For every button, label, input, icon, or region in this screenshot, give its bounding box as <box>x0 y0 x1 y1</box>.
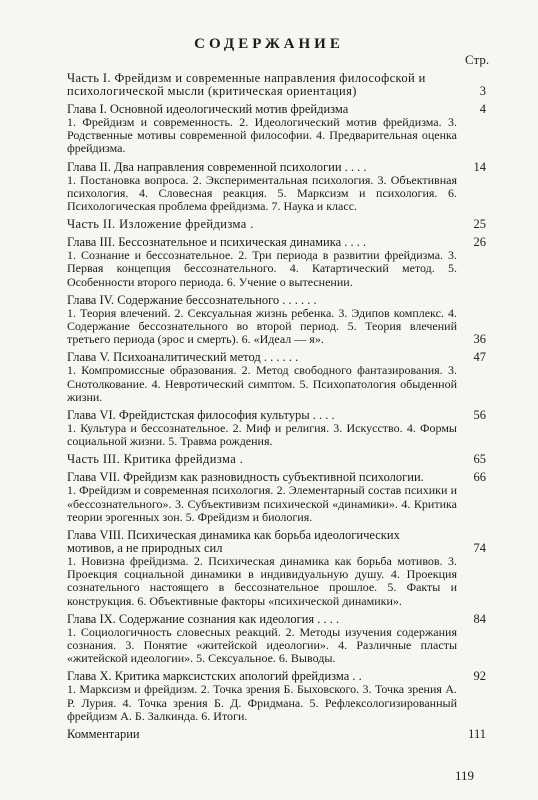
toc-heading: Глава VI. Фрейдистская философия культуры . . . . <box>67 408 335 423</box>
toc-entry-chapter-3 <box>0 236 538 289</box>
toc-page-number: 84 <box>473 611 486 626</box>
toc-entry-part-2 <box>0 218 538 231</box>
toc-entry-commentary <box>0 728 538 741</box>
toc-page-number: 56 <box>473 408 486 423</box>
toc-entry-part-1 <box>0 72 538 98</box>
toc-heading: Часть I. Фрейдизм и современные направления философской и психологической мысли (критическая ориентация) <box>67 71 426 98</box>
toc-subsections: 1. Сознание и бессознательное. 2. Три периода в развитии фрейдизма. 3. Первая концепция бессознательного. 4. Катартический метод. 5. Особенности второго периода. 6. Учение о вытеснении. <box>67 248 457 289</box>
toc-page-number: 3 <box>479 84 486 98</box>
toc-page-number: 74 <box>473 541 486 556</box>
toc-heading: Глава VIII. Психическая динамика как борьба идеологических мотивов, а не природных сил <box>67 528 400 556</box>
toc-subsections: 1. Теория влечений. 2. Сексуальная жизнь ребенка. 3. Эдипов комплекс. 4. Содержание бессознательного во второй период. 5. Теория влечений третьего периода (эрос и смерть). 6. «Идеал — я». <box>67 305 457 347</box>
toc-heading: Часть III. Критика фрейдизма . <box>67 452 244 467</box>
toc-entry-chapter-4 <box>0 294 538 347</box>
toc-heading: Глава II. Два направления современной психологии . . . . <box>67 159 367 174</box>
toc-entry-chapter-9 <box>0 613 538 666</box>
toc-page-number: 92 <box>473 669 486 684</box>
toc-heading: Глава X. Критика марксистских апологий фрейдизма . . <box>67 669 362 684</box>
toc-heading: Глава III. Бессознательное и психическая динамика . . . . <box>67 235 367 250</box>
page-number: 119 <box>455 768 475 783</box>
page-title: СОДЕРЖАНИЕ <box>194 36 344 52</box>
toc-subsections: 1. Постановка вопроса. 2. Экспериментальная психология. 3. Объективная психология. 4. Словесная реакция. 5. Марксизм и психология. 6. Психологическая проблема фрейдизма. 7. Наука и класс. <box>67 172 457 214</box>
toc-page-number: 66 <box>473 470 486 485</box>
toc-page-number: 14 <box>473 159 486 174</box>
toc-heading: Глава VII. Фрейдизм как разновидность субъективной психологии. <box>67 470 424 485</box>
toc-subsections: 1. Фрейдизм и современная психология. 2. Элементарный состав психики и «бессознательного». 3. Субъективизм психической «динамики». 4. Критика теории эрогенных зон. 5. Фрейдизм и биология. <box>67 483 457 524</box>
toc-entry-chapter-5 <box>0 351 538 404</box>
toc-page-number: 4 <box>479 102 486 116</box>
toc-page-number: 25 <box>473 217 486 232</box>
toc-heading: Глава IX. Содержание сознания как идеология . . . . <box>67 611 340 626</box>
toc-heading: Комментарии <box>67 727 140 742</box>
toc-subsections: 1. Культура и бессознательное. 2. Миф и религия. 3. Искусство. 4. Формы социальной жизни. 5. Травма рождения. <box>67 421 457 449</box>
toc-subsections: 1. Социологичность словесных реакций. 2. Методы изучения содержания сознания. 3. Понятие «житейской идеологии». 4. Различные пласты «житейской идеологии». 5. Сексуальное. 6. Выводы. <box>67 624 457 666</box>
toc-entry-chapter-10 <box>0 670 538 723</box>
toc-page-number: 36 <box>473 332 486 347</box>
toc-subsections: 1. Новизна фрейдизма. 2. Психическая динамика как борьба мотивов. 3. Проекция социальной динамики в индивидуальную душу. 4. Проекция сознательного настоящего в бессознательное прошлое. 5. Факты и конструкция. 6. Объективные факторы «психической динамики». <box>67 554 457 608</box>
toc-page-number: 111 <box>468 727 486 742</box>
table-of-contents <box>0 72 538 746</box>
toc-entry-part-3 <box>0 453 538 466</box>
toc-entry-chapter-2 <box>0 161 538 214</box>
toc-page-number: 26 <box>473 235 486 250</box>
toc-heading: Часть II. Изложение фрейдизма . <box>67 217 254 232</box>
toc-subsections: 1. Фрейдизм и современность. 2. Идеологический мотив фрейдизма. 3. Родственные мотивы современной философии. 4. Предварительная оценка фрейдизма. <box>67 115 457 156</box>
toc-page-number: 47 <box>473 350 486 365</box>
toc-subsections: 1. Марксизм и фрейдизм. 2. Точка зрения Б. Быховского. 3. Точка зрения А. Р. Лурия. 4. Точка зрения Б. Д. Фридмана. 5. Рефлексологизированный фрейдизм А. Б. Залкинда. 6. Итоги. <box>67 682 457 723</box>
toc-entry-chapter-7 <box>0 471 538 524</box>
page-column-label: Стр. <box>465 52 490 67</box>
toc-heading: Глава IV. Содержание бессознательного . . . . . . <box>67 292 317 307</box>
toc-entry-chapter-1 <box>0 103 538 156</box>
toc-entry-chapter-6 <box>0 409 538 448</box>
toc-heading: Глава V. Психоаналитический метод . . . . . . <box>67 350 299 365</box>
toc-subsections: 1. Компромиссные образования. 2. Метод свободного фантазирования. 3. Снотолкование. 4. Невротический симптом. 5. Психопатология обыденной жизни. <box>67 363 457 404</box>
toc-page-number: 65 <box>473 452 486 467</box>
toc-heading: Глава I. Основной идеологический мотив фрейдизма <box>67 102 349 116</box>
toc-entry-chapter-8 <box>0 529 538 608</box>
